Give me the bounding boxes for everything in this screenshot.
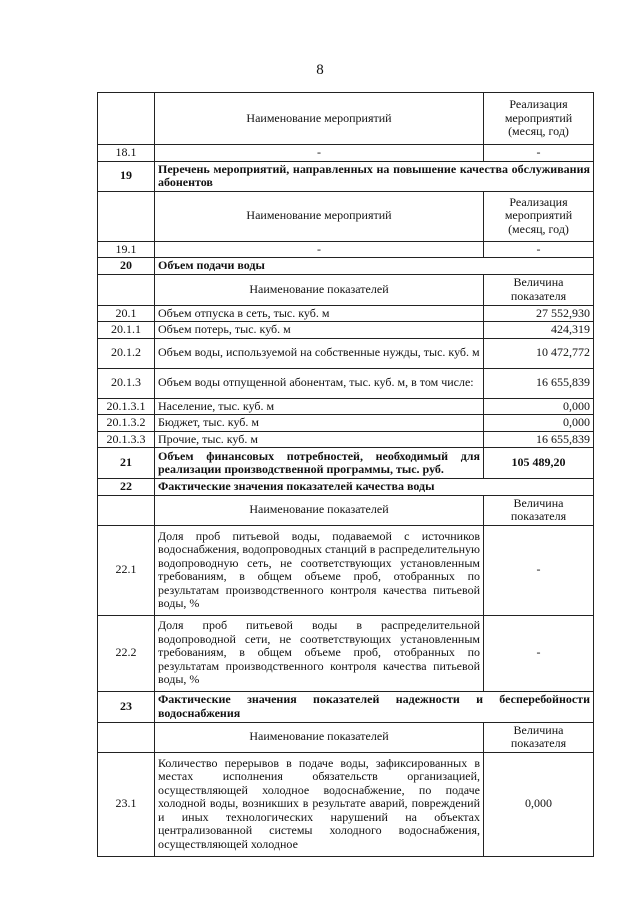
section-title: Перечень мероприятий, направленных на повышение качества обслуживания абонентов bbox=[155, 161, 594, 191]
cell-num bbox=[98, 274, 155, 305]
table-row bbox=[98, 415, 594, 432]
row-number: 20.1.2 bbox=[98, 338, 155, 368]
table-row bbox=[98, 615, 594, 691]
header-name-cell: Наименование показателей bbox=[155, 722, 484, 752]
row-value: 0,000 bbox=[484, 398, 594, 415]
table-header-row bbox=[98, 274, 594, 305]
table-row bbox=[98, 305, 594, 322]
cell-num bbox=[98, 93, 155, 145]
table-row bbox=[98, 525, 594, 615]
section-row bbox=[98, 479, 594, 496]
table-header-row bbox=[98, 93, 594, 145]
row-value: 0,000 bbox=[484, 415, 594, 432]
table-header-row bbox=[98, 495, 594, 525]
header-name-cell: Наименование мероприятий bbox=[155, 191, 484, 241]
section-title: Фактические значения показателей качества воды bbox=[155, 479, 594, 496]
row-name: Объем потерь, тыс. куб. м bbox=[155, 322, 484, 339]
section-row bbox=[98, 161, 594, 191]
row-value: 16 655,839 bbox=[484, 368, 594, 398]
row-name: Объем воды отпущенной абонентам, тыс. куб. м, в том числе: bbox=[155, 368, 484, 398]
table-header-row bbox=[98, 191, 594, 241]
table-header-row bbox=[98, 722, 594, 752]
row-name: Доля проб питьевой воды в распределительной водопроводной сети, не соответствующих установленным требованиям, в общем объеме проб, отобранных по результатам производственного контроля качества питьевой воды, % bbox=[155, 615, 484, 691]
header-name-cell: Наименование показателей bbox=[155, 274, 484, 305]
row-number: 20.1 bbox=[98, 305, 155, 322]
row-number: 20.1.3 bbox=[98, 368, 155, 398]
row-name: Объем воды, используемой на собственные нужды, тыс. куб. м bbox=[155, 338, 484, 368]
table-row bbox=[98, 752, 594, 856]
header-name-cell: Наименование мероприятий bbox=[155, 93, 484, 145]
section-value: 105 489,20 bbox=[484, 448, 594, 479]
table-row bbox=[98, 322, 594, 339]
row-value: 0,000 bbox=[484, 752, 594, 856]
header-value-cell: Величина показателя bbox=[484, 274, 594, 305]
row-number: 22.2 bbox=[98, 615, 155, 691]
row-value: - bbox=[484, 145, 594, 162]
row-value: 27 552,930 bbox=[484, 305, 594, 322]
row-number: 20.1.3.3 bbox=[98, 431, 155, 448]
section-title: Объем подачи воды bbox=[155, 258, 594, 275]
row-name: - bbox=[155, 145, 484, 162]
section-row bbox=[98, 691, 594, 722]
table-row bbox=[98, 338, 594, 368]
cell-num bbox=[98, 722, 155, 752]
header-value-cell: Реализация мероприятий (месяц, год) bbox=[484, 191, 594, 241]
section-row bbox=[98, 448, 594, 479]
header-value-cell: Реализация мероприятий (месяц, год) bbox=[484, 93, 594, 145]
row-number: 19.1 bbox=[98, 241, 155, 258]
row-number: 22.1 bbox=[98, 525, 155, 615]
section-title: Объем финансовых потребностей, необходимый для реализации производственной программы, тыс. руб. bbox=[155, 448, 484, 479]
section-number: 22 bbox=[98, 479, 155, 496]
row-value: 16 655,839 bbox=[484, 431, 594, 448]
row-number: 20.1.3.2 bbox=[98, 415, 155, 432]
row-value: 424,319 bbox=[484, 322, 594, 339]
row-name: Доля проб питьевой воды, подаваемой с источников водоснабжения, водопроводных станций в распределительную водопроводную сеть, не соответствующих установленным требованиям, в общем объеме проб, отобранных по результатам производственного контроля качества питьевой воды, % bbox=[155, 525, 484, 615]
table-row bbox=[98, 368, 594, 398]
cell-num bbox=[98, 495, 155, 525]
row-value: - bbox=[484, 241, 594, 258]
row-number: 18.1 bbox=[98, 145, 155, 162]
row-number: 20.1.3.1 bbox=[98, 398, 155, 415]
row-number: 23.1 bbox=[98, 752, 155, 856]
table-row bbox=[98, 431, 594, 448]
section-number: 21 bbox=[98, 448, 155, 479]
row-name: Количество перерывов в подаче воды, зафиксированных в местах исполнения обязательств организацией, осуществляющей холодное водоснабжение, по подаче холодной воды, возникших в результате аварий, повреждений и иных технологических нарушений на объектах централизованной системы холодного водоснабжения, осуществляющей холодное bbox=[155, 752, 484, 856]
cell-num bbox=[98, 191, 155, 241]
table-row bbox=[98, 145, 594, 162]
section-row bbox=[98, 258, 594, 275]
header-value-cell: Величина показателя bbox=[484, 495, 594, 525]
row-number: 20.1.1 bbox=[98, 322, 155, 339]
header-name-cell: Наименование показателей bbox=[155, 495, 484, 525]
table-row bbox=[98, 398, 594, 415]
row-value: - bbox=[484, 615, 594, 691]
section-title: Фактические значения показателей надежности и бесперебойности водоснабжения bbox=[155, 691, 594, 722]
row-value: - bbox=[484, 525, 594, 615]
row-name: Объем отпуска в сеть, тыс. куб. м bbox=[155, 305, 484, 322]
row-name: Население, тыс. куб. м bbox=[155, 398, 484, 415]
header-value-cell: Величина показателя bbox=[484, 722, 594, 752]
row-name: Бюджет, тыс. куб. м bbox=[155, 415, 484, 432]
row-name: - bbox=[155, 241, 484, 258]
section-number: 23 bbox=[98, 691, 155, 722]
row-name: Прочие, тыс. куб. м bbox=[155, 431, 484, 448]
production-program-table bbox=[97, 92, 594, 857]
section-number: 19 bbox=[98, 161, 155, 191]
row-value: 10 472,772 bbox=[484, 338, 594, 368]
table-row bbox=[98, 241, 594, 258]
page-number: 8 bbox=[316, 62, 324, 78]
section-number: 20 bbox=[98, 258, 155, 275]
